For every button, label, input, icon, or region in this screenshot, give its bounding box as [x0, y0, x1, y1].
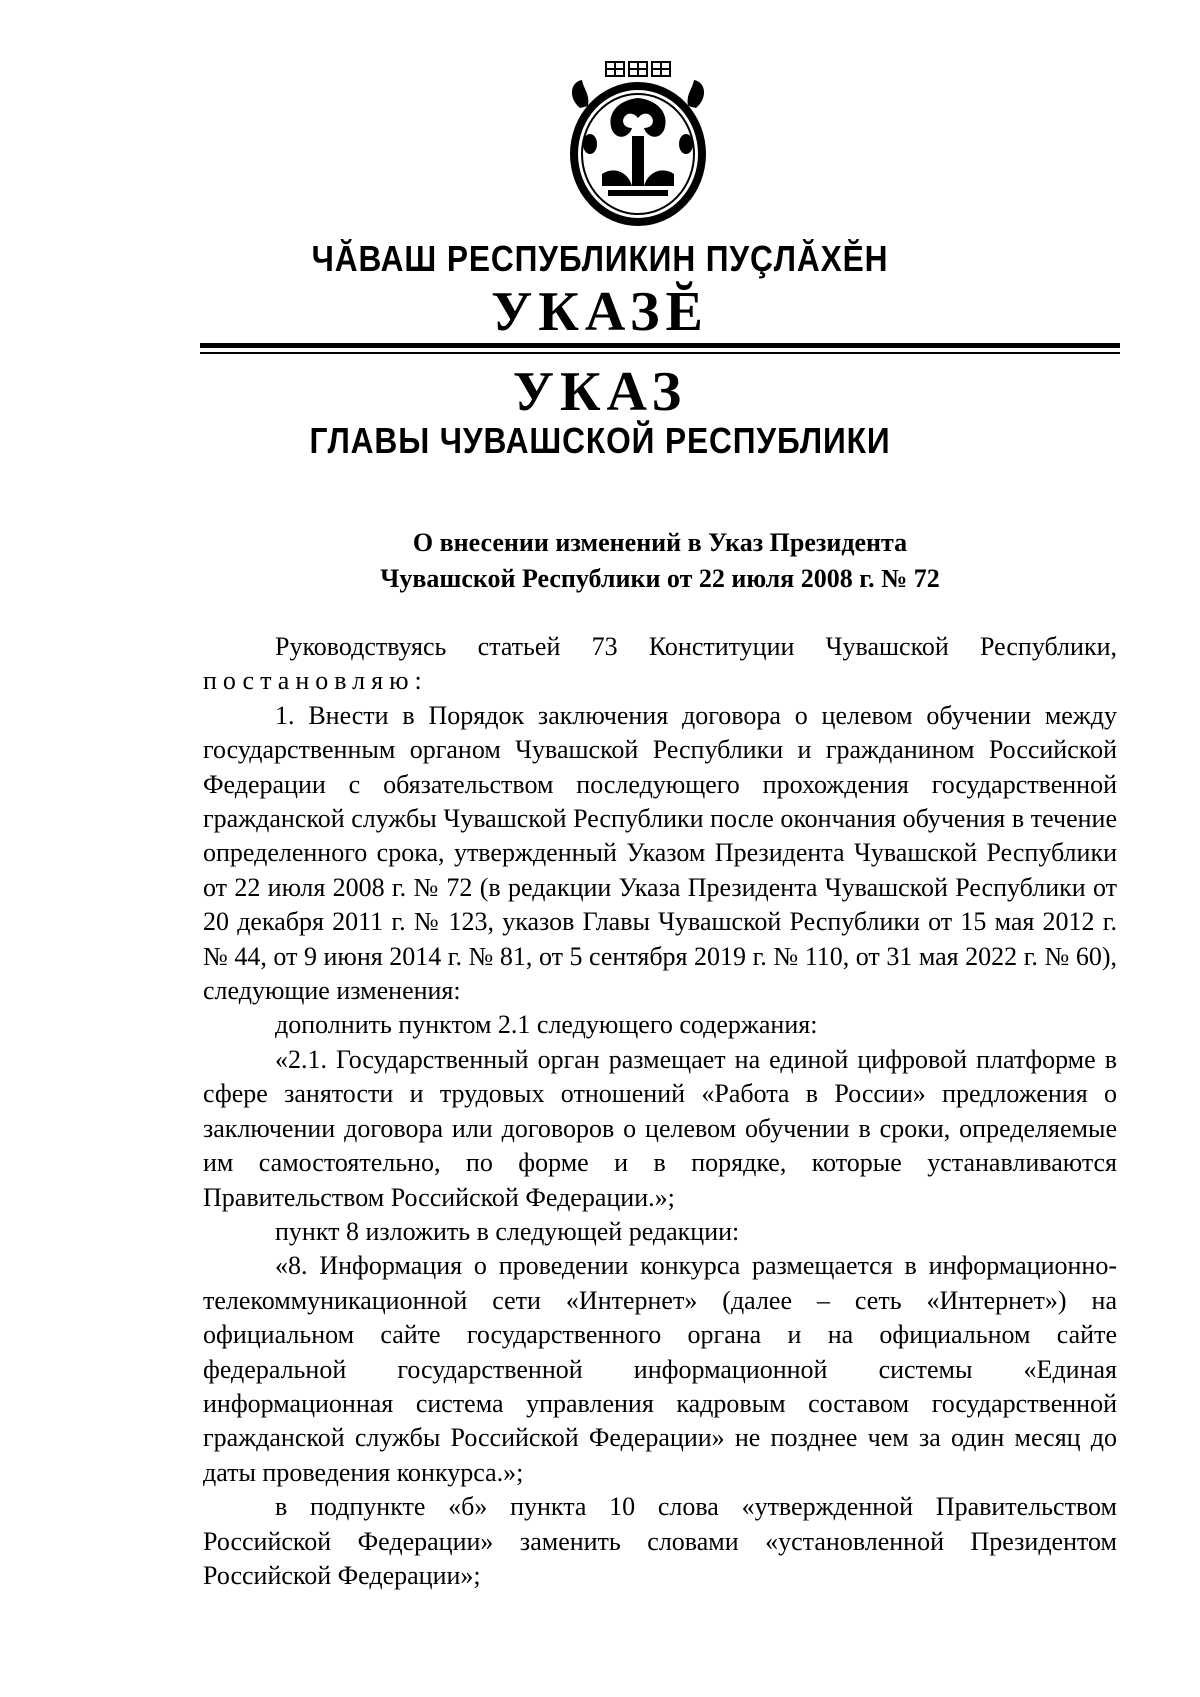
paragraph-1: 1. Внести в Порядок заключения договора о целевом обучении между государственным органом Чувашской Республики и гражданином Российской Федерации с обязательством последующего прохождения государственной гражданской службы Чувашской Республики после окончания обучения в течение определенного срока, утвержденный Указом Президента Чувашской Республики от 22 июля 2008 г. № 72 (в редакции Указа Президента Чувашской Республики от 20 декабря 2011 г. № 123, указов Главы Чувашской Республики от 15 мая 2012 г. № 44, от 9 июня 2014 г. № 81, от 5 сентября 2019 г. № 110, от 31 мая 2022 г. № 60), следующие изменения: [203, 700, 1117, 1006]
paragraph-2: дополнить пунктом 2.1 следующего содержания: [275, 1010, 818, 1040]
title-line-1: О внесении изменений в Указ Президента [412, 528, 908, 557]
paragraph-6: в подпункте «б» пункта 10 слова «утвержденной Правительством Российской Федерации» заменить словами «установленной Президентом Российской Федерации»; [203, 1492, 1117, 1590]
russian-doc-heading: УКАЗ [512, 361, 688, 423]
paragraph-4: пункт 8 изложить в следующей редакции: [275, 1216, 740, 1246]
russian-org-heading: ГЛАВЫ ЧУВАШСКОЙ РЕСПУБЛИКИ [309, 420, 891, 461]
document-body [203, 630, 1117, 1593]
header-divider-thick [200, 343, 1120, 348]
title-line-2: Чувашской Республики от 22 июля 2008 г. № 72 [380, 564, 940, 593]
chuvash-org-heading: ЧĂВАШ РЕСПУБЛИКИН ПУÇЛĂХĔН [311, 238, 889, 279]
chuvash-coat-of-arms-icon [558, 58, 718, 230]
intro-paragraph: Руководствуясь статьей 73 Конституции Чувашской Республики, [275, 632, 1117, 661]
chuvash-doc-heading: УКАЗĔ [491, 281, 709, 343]
header-divider-thin [200, 352, 1120, 354]
paragraph-3: «2.1. Государственный орган размещает на единой цифровой платформе в сфере занятости и трудовых отношений «Работа в России» предложения о заключении договора или договоров о целевом обучении в сроки, определяемые им самостоятельно, по форме и в порядке, которые устанавливаются Правительством Российской Федерации.»; [203, 1044, 1117, 1212]
paragraph-5: «8. Информация о проведении конкурса размещается в информационно-телекоммуникационной сети «Интернет» (далее – сеть «Интернет») на официальном сайте государственного органа и на официальном сайте федеральной государственной информационной системы «Единая информационная система управления кадровым составом государственной гражданской службы Российской Федерации» не позднее чем за один месяц до даты проведения конкурса.»; [203, 1251, 1117, 1487]
document-title [200, 525, 1120, 597]
decree-word: постановляю: [203, 666, 428, 696]
